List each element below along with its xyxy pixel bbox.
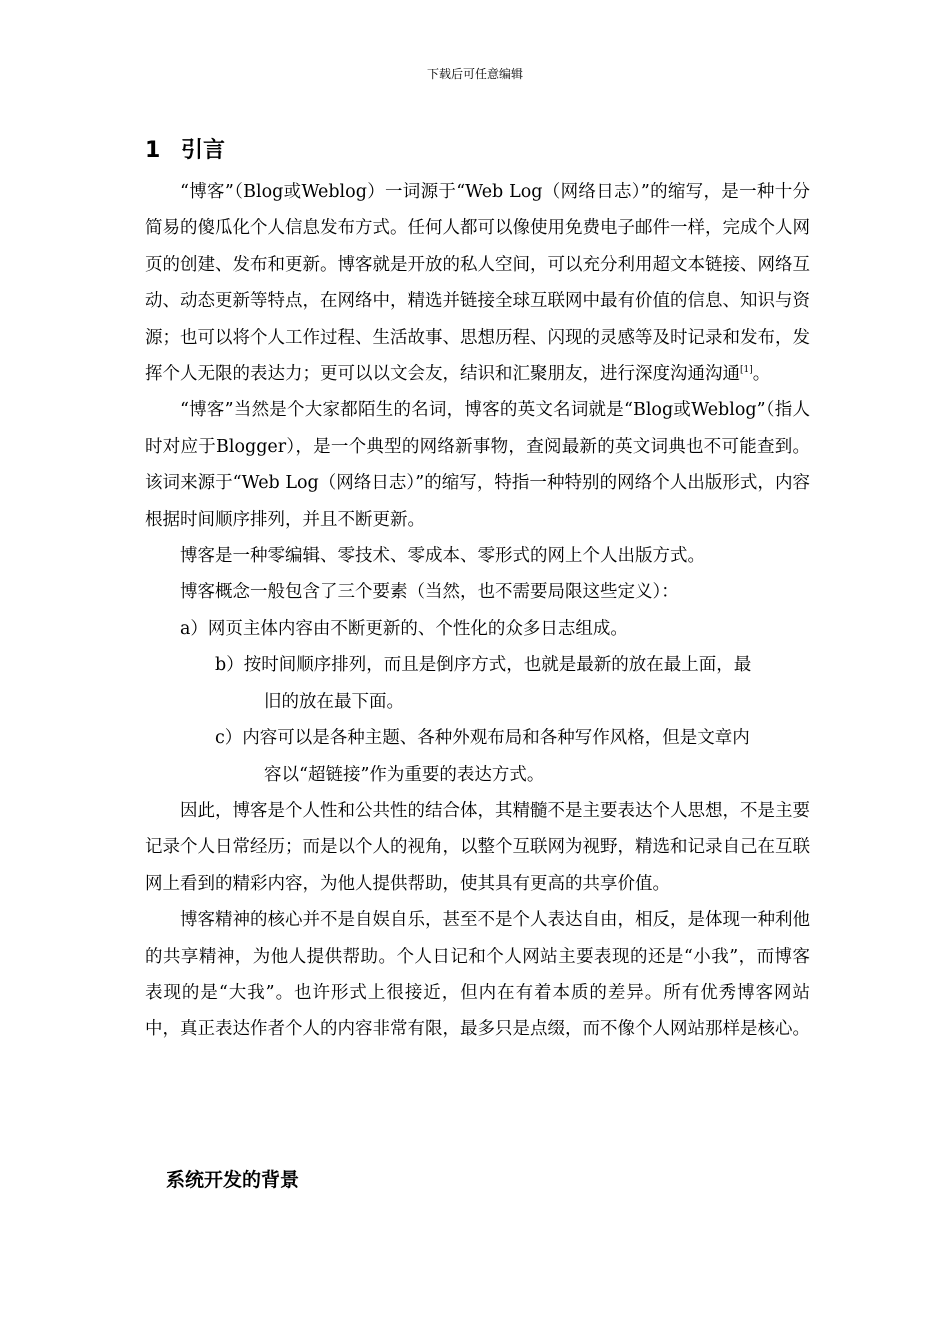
paragraph-publishing-method: 博客是一种零编辑、零技术、零成本、零形式的网上个人出版方式。: [180, 546, 705, 567]
section-number: 1: [145, 138, 161, 163]
section-title: 引言: [181, 138, 226, 163]
subsection-heading: 系统开发的背景: [166, 1169, 300, 1191]
document-body: [145, 174, 810, 1048]
list-item-a: a）网页主体内容由不断更新的、个性化的众多日志组成。: [180, 618, 628, 639]
section-heading: [145, 136, 225, 166]
list-item-b: b）按时间顺序排列，而且是倒序方式，也就是最新的放在最上面，最 旧的放在最下面。: [215, 655, 752, 712]
paragraph-personal-public: 因此，博客是个人性和公共性的结合体，其精髓不是主要表达个人思想，不是主要记录个人日常经历；而是以个人的视角，以整个互联网为视野，精选和记录自己在互联网上看到的精彩内容，为他人提供帮助，使其具有更高的共享价值。: [145, 800, 810, 894]
paragraph-blog-definition: “博客”（Blog或Weblog）一词源于“Web Log（网络日志）”的缩写，是一种十分简易的傻瓜化个人信息发布方式。任何人都可以像使用免费电子邮件一样，完成个人网页的创建、发布和更新。博客就是开放的私人空间，可以充分利用超文本链接、网络互动、动态更新等特点，在网络中，精选并链接全球互联网中最有价值的信息、知识与资源；也可以将个人工作过程、生活故事、思想历程、闪现的灵感等及时记录和发布，发挥个人无限的表达力；更可以以文会友，结识和汇聚朋友，进行深度沟通沟通[1]。: [145, 182, 810, 385]
list-item-c: c）内容可以是各种主题、各种外观布局和各种写作风格，但是文章内 容以“超链接”作为重要的表达方式。: [215, 728, 750, 785]
page-header: 下载后可任意编辑: [426, 67, 523, 81]
citation-reference: [1]: [740, 365, 753, 376]
paragraph-blog-spirit: 博客精神的核心并不是自娱自乐，甚至不是个人表达自由，相反，是体现一种利他的共享精神，为他人提供帮助。个人日记和个人网站主要表现的还是“小我”，而博客表现的是“大我”。也许形式上很接近，但内在有着本质的差异。所有优秀博客网站中，真正表达作者个人的内容非常有限，最多只是点缀，而不像个人网站那样是核心。: [145, 910, 810, 1040]
paragraph-blog-term: “博客”当然是个大家都陌生的名词，博客的英文名词就是“Blog或Weblog”（指人时对应于Blogger），是一个典型的网络新事物，查阅最新的英文词典也不可能查到。该词来源于“Web Log（网络日志）”的缩写，特指一种特别的网络个人出版形式，内容根据时间顺序排列，并且不断更新。: [145, 400, 810, 530]
paragraph-three-elements: 博客概念一般包含了三个要素（当然，也不需要局限这些定义）：: [180, 582, 679, 603]
